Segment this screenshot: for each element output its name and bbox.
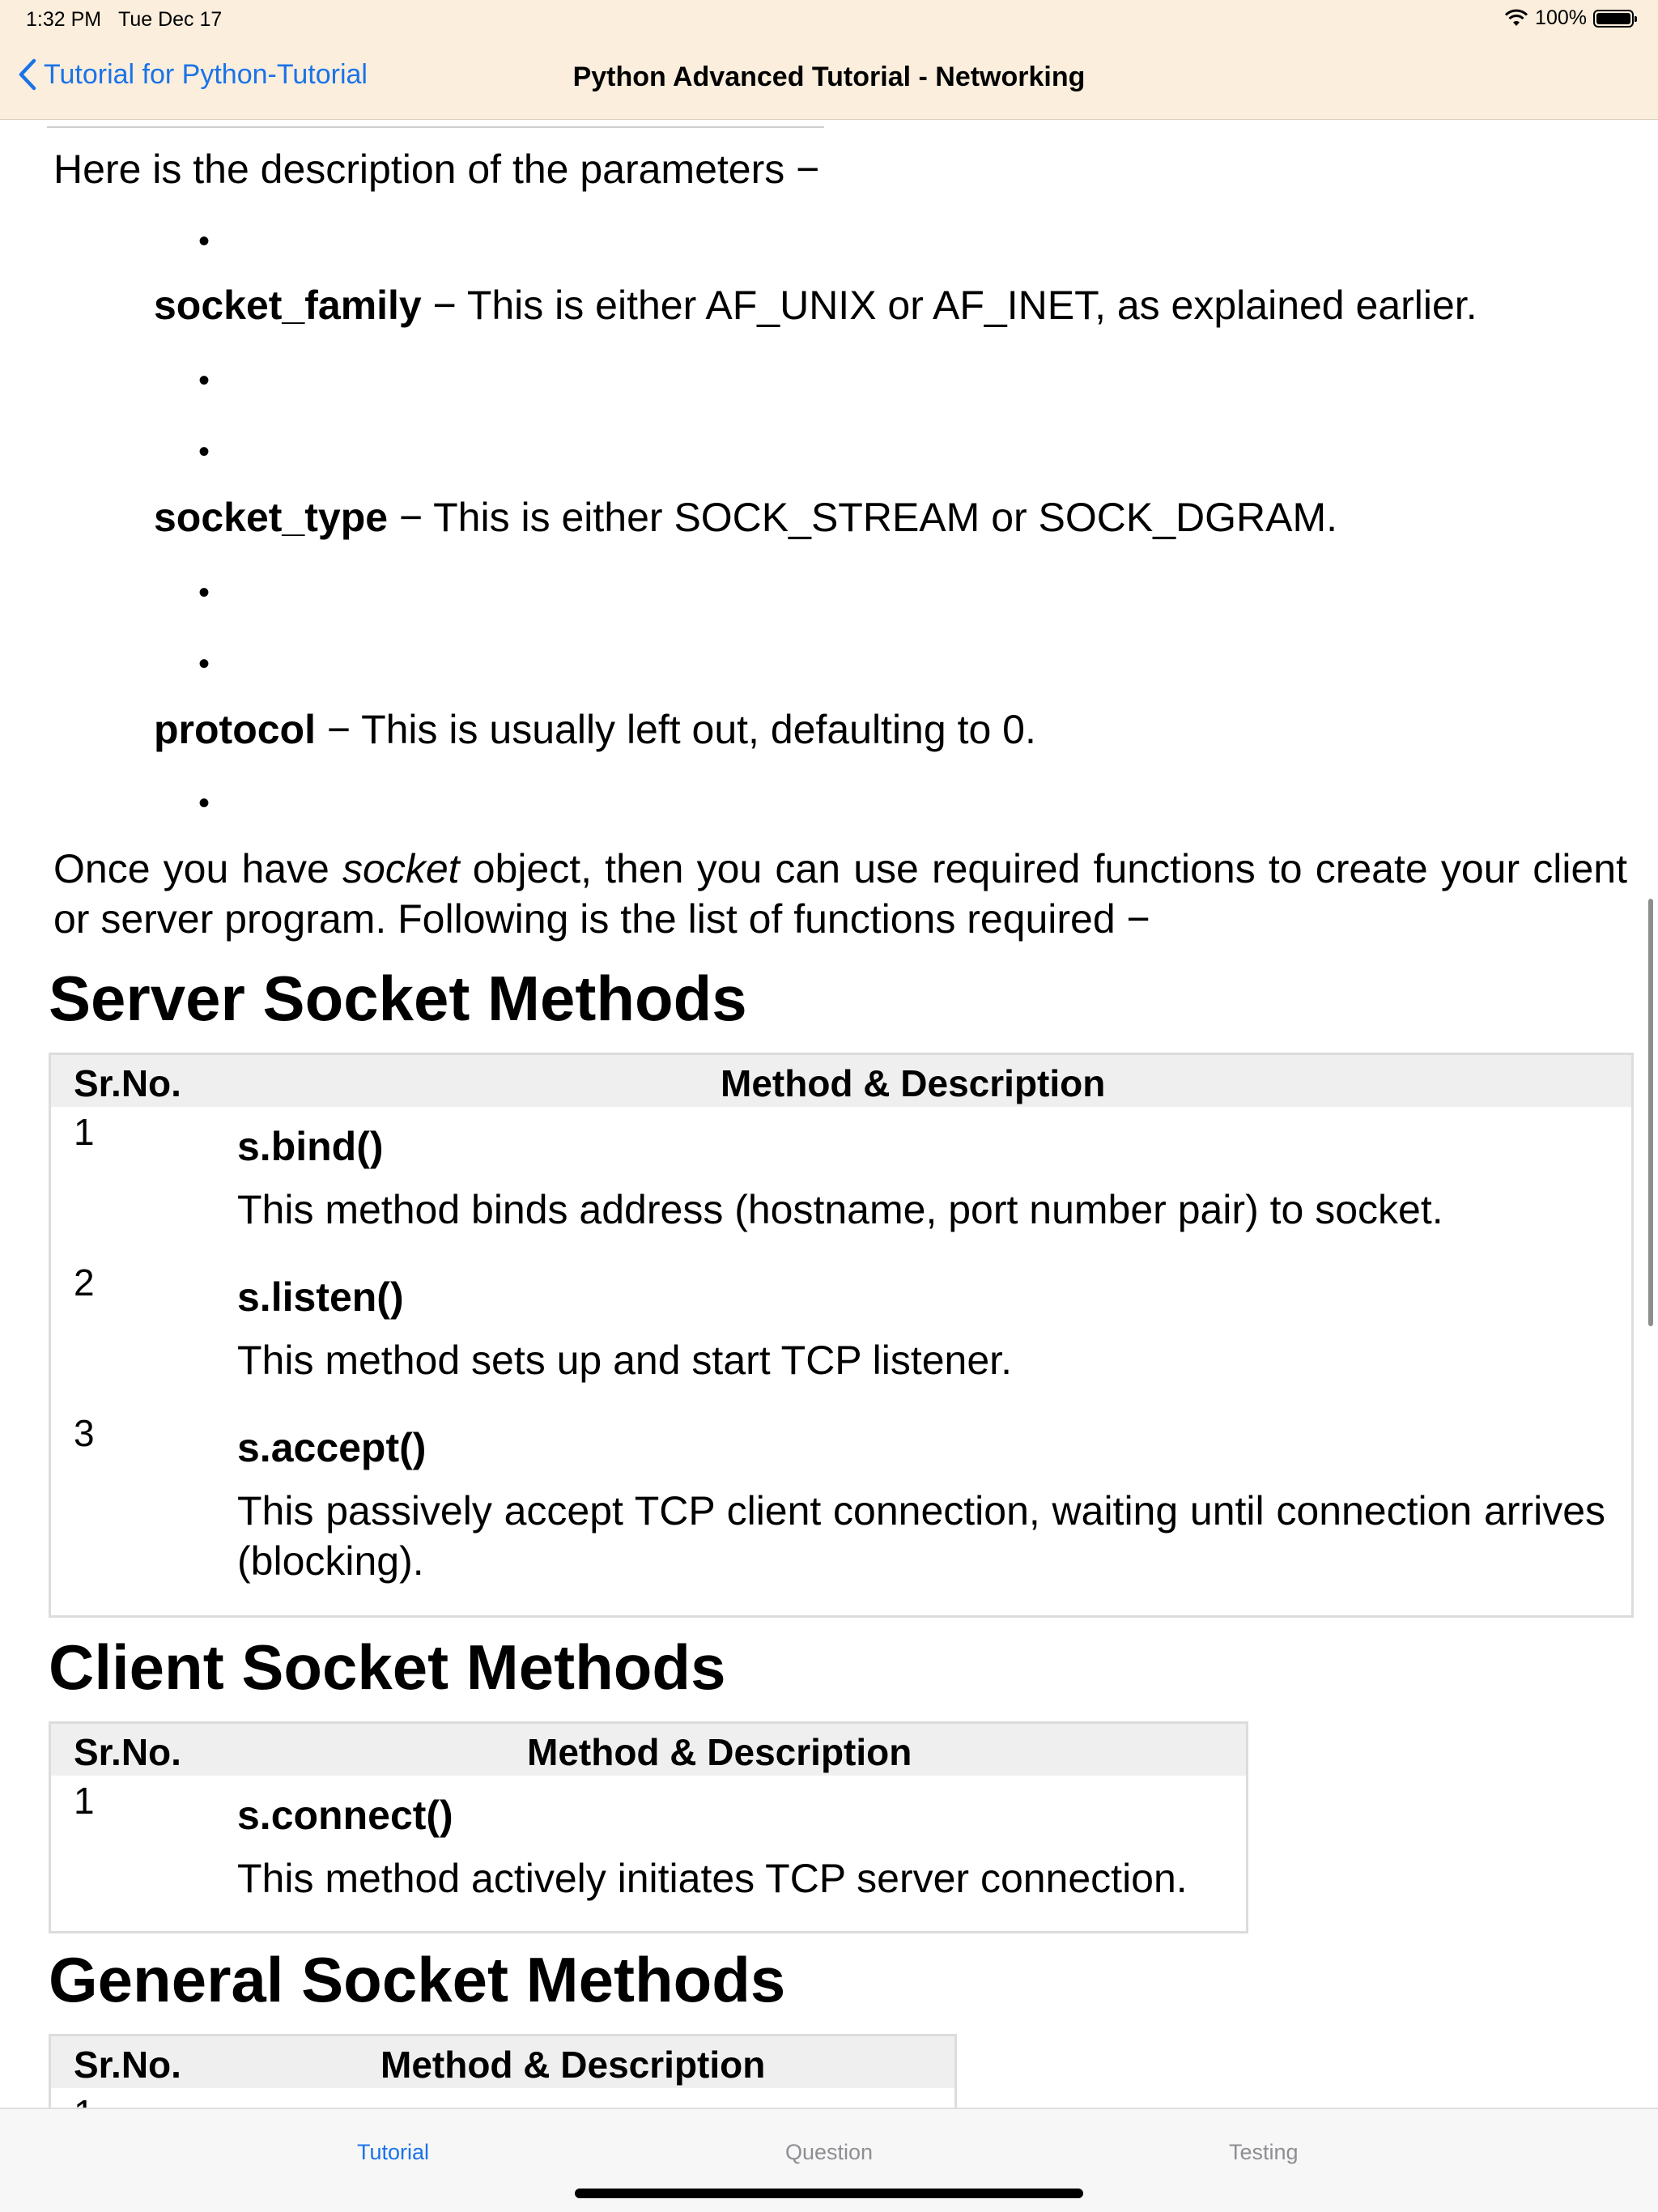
method-name: s.bind() xyxy=(237,1124,384,1169)
col-sr-no: Sr.No. xyxy=(74,2044,181,2086)
functions-intro-em: socket xyxy=(342,846,460,891)
param-protocol xyxy=(154,706,1036,753)
scroll-indicator[interactable] xyxy=(1648,899,1653,1326)
col-sr-no: Sr.No. xyxy=(74,1731,181,1773)
home-indicator[interactable] xyxy=(575,2189,1083,2198)
col-sr-no: Sr.No. xyxy=(74,1062,181,1104)
page-title: Python Advanced Tutorial - Networking xyxy=(572,62,1086,92)
row-number: 2 xyxy=(74,1261,95,1304)
functions-intro xyxy=(53,844,1627,944)
battery-fill xyxy=(1596,13,1630,24)
status-time: 1:32 PM xyxy=(26,8,102,31)
battery-icon xyxy=(1593,10,1634,28)
col-method-description: Method & Description xyxy=(527,1731,912,1773)
param-name: socket_family xyxy=(154,283,422,328)
method-desc: This method sets up and start TCP listener. xyxy=(237,1338,1012,1383)
param-desc: − This is usually left out, defaulting to 0. xyxy=(315,707,1036,752)
bullet: • xyxy=(198,646,210,682)
clipped-code-line xyxy=(47,115,824,128)
bullet: • xyxy=(198,575,210,610)
row-number: 1 xyxy=(74,1111,95,1153)
back-button-label: Tutorial for Python-Tutorial xyxy=(44,58,368,90)
table-header xyxy=(51,2036,954,2088)
wifi-icon xyxy=(1504,10,1528,28)
bullet: • xyxy=(198,363,210,398)
col-method-description: Method & Description xyxy=(380,2044,766,2086)
server-methods-table xyxy=(49,1053,1634,1618)
status-date: Tue Dec 17 xyxy=(118,8,223,31)
functions-intro-post: object, then you can use required functions to create your client or server program. Following is the list of functions required − xyxy=(53,846,1627,942)
bullet: • xyxy=(198,785,210,821)
table-row xyxy=(51,1414,1631,1609)
row-number: 1 xyxy=(74,1780,95,1822)
method-desc: This method actively initiates TCP server connection. xyxy=(237,1856,1188,1901)
method-desc: This passively accept TCP client connection, waiting until connection arrives (blocking). xyxy=(237,1488,1605,1584)
battery-percent: 100% xyxy=(1535,6,1587,29)
table-row xyxy=(51,1776,1246,1929)
tab-question[interactable]: Question xyxy=(785,2140,874,2164)
param-desc: − This is either AF_UNIX or AF_INET, as explained earlier. xyxy=(421,283,1477,328)
param-name: protocol xyxy=(154,707,316,752)
col-method-description: Method & Description xyxy=(721,1062,1106,1104)
row-number: 3 xyxy=(74,1412,95,1454)
heading-general-socket-methods: General Socket Methods xyxy=(49,1944,786,2015)
bullet: • xyxy=(198,434,210,470)
heading-server-socket-methods: Server Socket Methods xyxy=(49,963,747,1034)
navigation-bar xyxy=(0,37,1658,120)
param-name: socket_type xyxy=(154,495,389,540)
param-socket-family xyxy=(154,282,1477,329)
article-content[interactable] xyxy=(0,120,1658,2108)
params-intro: Here is the description of the parameters − xyxy=(53,147,820,192)
method-name: s.accept() xyxy=(237,1425,427,1470)
table-row xyxy=(51,1107,1631,1261)
param-desc: − This is either SOCK_STREAM or SOCK_DGRAM. xyxy=(388,495,1338,540)
method-name: s.connect() xyxy=(237,1793,453,1838)
functions-intro-pre: Once you have xyxy=(53,846,343,891)
table-header xyxy=(51,1055,1631,1107)
tab-tutorial[interactable]: Tutorial xyxy=(357,2140,430,2164)
method-desc: This method binds address (hostname, port number pair) to socket. xyxy=(237,1187,1443,1232)
client-methods-table xyxy=(49,1721,1248,1933)
method-name: s.listen() xyxy=(237,1274,404,1320)
status-bar xyxy=(0,0,1658,37)
param-socket-type xyxy=(154,494,1337,541)
table-row xyxy=(51,1261,1631,1414)
tab-testing[interactable]: Testing xyxy=(1229,2140,1299,2164)
table-header xyxy=(51,1724,1246,1776)
status-right xyxy=(1504,6,1634,30)
bullet: • xyxy=(198,223,210,259)
heading-client-socket-methods: Client Socket Methods xyxy=(49,1631,726,1703)
